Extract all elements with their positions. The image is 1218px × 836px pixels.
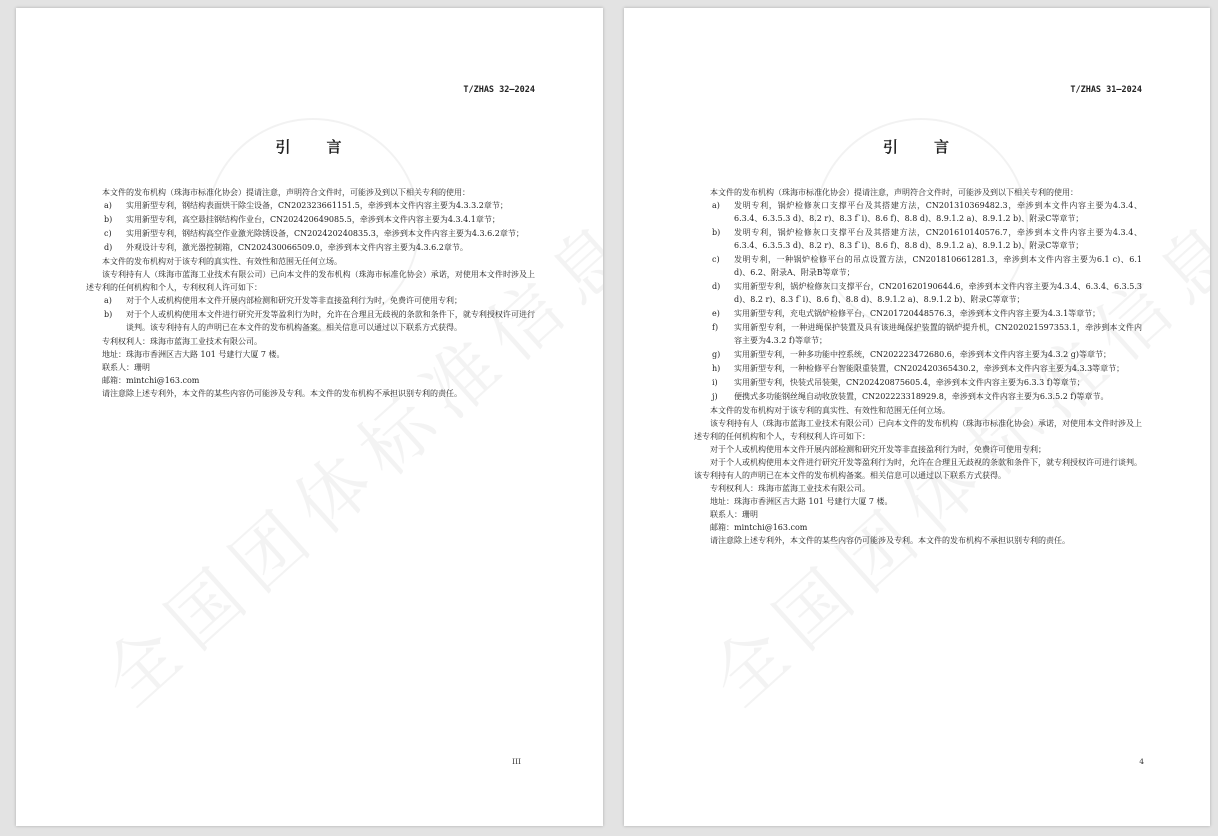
- notice-paragraph: 请注意除上述专利外，本文件的某些内容仍可能涉及专利。本文件的发布机构不承担识别专利的责任。: [102, 389, 462, 398]
- patent-item: [694, 390, 1142, 403]
- patentee-line: 专利权利人：珠海市蓝海工业技术有限公司。: [102, 337, 262, 346]
- item-label: g): [712, 350, 721, 359]
- license-item: [86, 294, 535, 307]
- patent-item: [694, 376, 1142, 389]
- patentee-line: 专利权利人：珠海市蓝海工业技术有限公司。: [710, 484, 870, 493]
- item-label: b): [104, 310, 113, 319]
- item-label: b): [712, 228, 721, 237]
- patent-item: [694, 199, 1142, 225]
- patent-item: [694, 362, 1142, 375]
- item-text: 发明专利，一种锅炉检修平台的吊点设置方法，CN201810661281.3，牵涉到本文件内容主要为6.1 c)、6.1 d)、6.2、附录A、附录B等章节；: [734, 255, 1142, 277]
- item-text: 实用新型专利，锅炉检修灰口支撑平台，CN201620190644.6，牵涉到本文件内容主要为4.3.4、6.3.4、6.3.5.3 d)、8.2 r)、8.3 f`i)、8.6 f)、8.8 d)、8.9.1.2 a)、8.9.1.2 b)、附录C等章节；: [734, 282, 1142, 304]
- item-text: 实用新型专利，充电式锅炉检修平台，CN201720448576.3，牵涉到本文件内容主要为4.3.1等章节；: [734, 309, 1101, 318]
- holder-promise-paragraph: 该专利持有人（珠海市蓝海工业技术有限公司）已向本文件的发布机构（珠海市标准化协会）承诺，对使用本文件时涉及上述专利的任何机构和个人，专利权利人许可如下：: [694, 419, 1142, 441]
- page-number: III: [512, 757, 521, 766]
- contact-line: 联系人：珊明: [102, 363, 150, 372]
- contact-line: 联系人：珊明: [710, 510, 758, 519]
- license-free-paragraph: 对于个人或机构使用本文件开展内部检测和研究开发等非直接盈利行为时，免费许可使用专利；: [710, 445, 1046, 454]
- patent-item: [694, 307, 1142, 320]
- item-label: j): [712, 392, 718, 401]
- item-label: b): [104, 215, 113, 224]
- item-label: c): [104, 229, 112, 238]
- page-title: 引 言: [275, 138, 344, 156]
- item-text: 便携式多功能钢丝绳自动收放装置，CN202223318929.8，牵涉到本文件内容主要为6.3.5.2 f)等章节。: [734, 392, 1109, 401]
- item-label: d): [712, 282, 721, 291]
- holder-promise-paragraph: 该专利持有人（珠海市蓝海工业技术有限公司）已向本文件的发布机构（珠海市标准化协会）承诺，对使用本文件时涉及上述专利的任何机构和个人，专利权利人许可如下：: [86, 270, 535, 292]
- email-line: 邮箱：mintchi@163.com: [710, 523, 808, 532]
- item-label: h): [712, 364, 721, 373]
- item-text: 对于个人或机构使用本文件开展内部检测和研究开发等非直接盈利行为时，免费许可使用专利；: [126, 296, 462, 305]
- item-text: 对于个人或机构使用本文件进行研究开发等盈利行为时，允许在合理且无歧视的条款和条件下，就专利授权许可进行谈判。该专利持有人的声明已在本文件的发布机构备案。相关信息可以通过以下联系方式获得。: [126, 310, 535, 332]
- item-label: i): [712, 378, 718, 387]
- address-line: 地址：珠海市香洲区吉大路 101 号建行大厦 7 楼。: [102, 350, 285, 359]
- item-text: 实用新型专利，一种检修平台智能限重装置，CN202420365430.2，牵涉到本文件内容主要为4.3.3等章节；: [734, 364, 1125, 373]
- item-label: e): [712, 309, 720, 318]
- address-line: 地址：珠海市香洲区吉大路 101 号建行大厦 7 楼。: [710, 497, 893, 506]
- item-text: 发明专利，锅炉检修灰口支撑平台及其搭建方法，CN201610140576.7，牵涉到本文件内容主要为4.3.4、6.3.4、6.3.5.3 d)、8.2 r)、8.3 f`i)、8.6 f)、8.8 d)、8.9.1.2 a)、8.9.1.2 b)、附录C等章节；: [734, 228, 1142, 250]
- item-label: a): [104, 296, 112, 305]
- patent-item: [694, 226, 1142, 252]
- left-document-page: [16, 8, 603, 826]
- item-text: 实用新型专利，钢结构高空作业激光除锈设备，CN202420240835.3，牵涉到本文件内容主要为4.3.6.2章节；: [126, 229, 524, 238]
- item-text: 实用新型专利，一种多功能中控系统，CN202223472680.6，牵涉到本文件内容主要为4.3.2 g)等章节；: [734, 350, 1111, 359]
- intro-paragraph: 本文件的发布机构（珠海市标准化协会）提请注意，声明符合文件时，可能涉及到以下相关专利的使用：: [710, 188, 1078, 197]
- item-text: 发明专利，锅炉检修灰口支撑平台及其搭建方法，CN201310369482.3，牵涉到本文件内容主要为4.3.4、6.3.4、6.3.5.3 d)、8.2 r)、8.3 f`i)、8.6 f)、8.8 d)、8.9.1.2 a)、8.9.1.2 b)、附录C等章节；: [734, 201, 1142, 223]
- patent-item: [694, 348, 1142, 361]
- item-label: a): [712, 201, 720, 210]
- item-text: 实用新型专利，钢结构表面烘干除尘设备，CN202323661151.5，牵涉到本文件内容主要为4.3.3.2章节；: [126, 201, 508, 210]
- document-body: [694, 186, 1142, 547]
- page-title: 引 言: [882, 138, 951, 156]
- item-label: d): [104, 243, 113, 252]
- item-text: 实用新型专利，快装式吊装架，CN202420875605.4，牵涉到本文件内容主要为6.3.3 f)等章节；: [734, 378, 1085, 387]
- patent-item: [694, 321, 1142, 347]
- license-item: [86, 308, 535, 334]
- item-text: 实用新型专利，高空悬挂钢结构作业台，CN202420649085.5，牵涉到本文件内容主要为4.3.4.1章节；: [126, 215, 500, 224]
- page-number: 4: [1139, 757, 1144, 766]
- intro-paragraph: 本文件的发布机构（珠海市标准化协会）提请注意，声明符合文件时，可能涉及到以下相关专利的使用：: [102, 188, 470, 197]
- patent-item: [86, 227, 535, 240]
- notice-paragraph: 请注意除上述专利外，本文件的某些内容仍可能涉及专利。本文件的发布机构不承担识别专利的责任。: [710, 536, 1070, 545]
- patent-item: [86, 213, 535, 226]
- statement-paragraph: 本文件的发布机构对于该专利的真实性、有效性和范围无任何立场。: [710, 406, 950, 415]
- item-label: a): [104, 201, 112, 210]
- patent-item: [694, 253, 1142, 279]
- patent-item: [86, 199, 535, 212]
- license-paid-paragraph: 对于个人或机构使用本文件进行研究开发等盈利行为时，允许在合理且无歧视的条款和条件下，就专利授权许可进行谈判。该专利持有人的声明已在本文件的发布机构备案。相关信息可以通过以下联系方式获得。: [694, 458, 1142, 480]
- item-text: 外观设计专利，激光器控制箱，CN202430066509.0，牵涉到本文件内容主要为4.3.6.2章节。: [126, 243, 468, 252]
- document-code: T/ZHAS 32—2024: [463, 85, 535, 95]
- right-document-page: [624, 8, 1210, 826]
- item-text: 实用新型专利，一种进绳保护装置及具有该进绳保护装置的锅炉提升机，CN202021597353.1，牵涉到本文件内容主要为4.3.2 f)等章节；: [734, 323, 1142, 345]
- document-code: T/ZHAS 31—2024: [1070, 85, 1142, 95]
- email-line: 邮箱：mintchi@163.com: [102, 376, 200, 385]
- statement-paragraph: 本文件的发布机构对于该专利的真实性、有效性和范围无任何立场。: [102, 257, 342, 266]
- patent-item: [694, 280, 1142, 306]
- patent-item: [86, 241, 535, 254]
- item-label: f): [712, 323, 719, 332]
- item-label: c): [712, 255, 720, 264]
- document-body: [86, 186, 535, 400]
